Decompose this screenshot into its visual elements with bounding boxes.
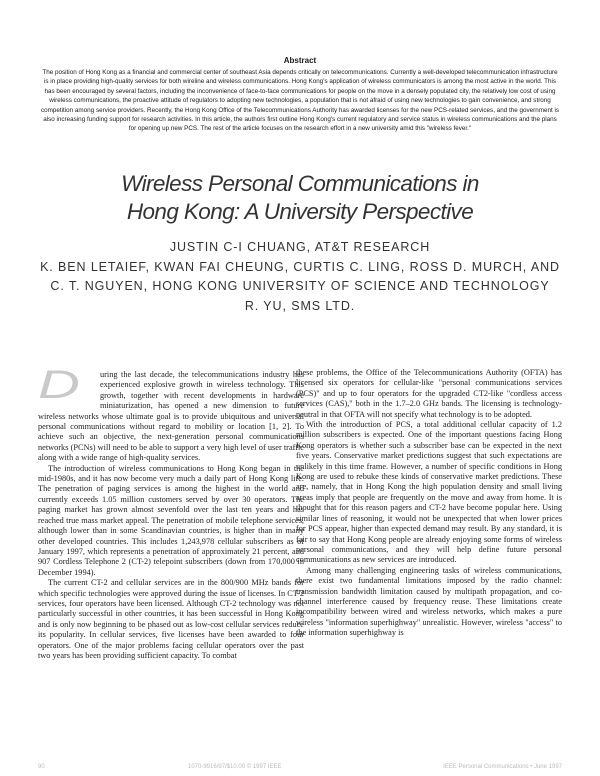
drop-cap-letter: D	[38, 370, 80, 402]
footer-journal: IEEE Personal Communications • June 1997	[443, 764, 562, 770]
author-list	[0, 238, 600, 316]
body-column-left	[38, 370, 304, 770]
abstract-heading: Abstract	[283, 56, 317, 65]
paragraph: these problems, the Office of the Telecommunications Authority (OFTA) has licensed six operators for cellular-like "personal communications services (PCS)" and up to four operators for the upgraded CT2-like "cordless access services (CAS)," both in the 1.7–2.0 GHz bands. The licensing is technology-neutral in that OFTA will not specify what technology is to be adopted.	[296, 368, 562, 419]
drop-cap	[38, 370, 96, 402]
page-footer	[38, 764, 562, 774]
footer-copyright: 1070-9916/97/$10.00 © 1997 IEEE	[188, 764, 282, 770]
author-line-4: R. YU, SMS LTD.	[244, 298, 356, 313]
title-line-2: Hong Kong: A University Perspective	[126, 199, 474, 224]
article-title	[0, 170, 600, 226]
paragraph: The introduction of wireless communications to Hong Kong began in the mid-1980s, and it has now become very much a daily part of Hong Kong life. The penetration of paging services is among the highest in the world and currently exceeds 1.05 million customers served by over 30 operators. The paging market has grown almost sevenfold over the last ten years and has reached true mass market appeal. The penetration of mobile telephone services, although lower than in some Scandinavian countries, is higher than in many other developed countries. This includes 1,243,978 cellular subscribers as of January 1997, which represents a penetration of approximately 21 percent, and 907 Cordless Telephone 2 (CT-2) telepoint subscribers (down from 170,000 in December 1994).	[38, 463, 304, 577]
author-line-2: K. BEN LETAIEF, KWAN FAI CHEUNG, CURTIS C. LING, ROSS D. MURCH, AND	[40, 259, 560, 274]
paragraph: Among many challenging engineering tasks of wireless communications, there exist two fundamental limitations imposed by the radio channel: transmission bandwidth limitation caused by multipath propagation, and co-channel interference caused by frequency reuse. These limitations create incompatibility between wired and wireless networks, which makes a pure wireless "information superhighway" unrealistic. However, wireless "access" to the information superhighway is	[296, 565, 562, 638]
paragraph: The current CT-2 and cellular services are in the 800/900 MHz bands for which specific technologies were approved during the issue of licenses. In CT-2 services, four operators have been licensed. Although CT-2 technology was not particularly successful in other countries, it has been successful in Hong Kong and is only now beginning to be phased out as low-cost cellular services reduce its popularity. In cellular services, five licenses have been awarded to four operators. One of the major problems facing cellular operators over the past two years has been providing sufficient capacity. To combat	[38, 578, 304, 660]
author-line-3: C. T. NGUYEN, HONG KONG UNIVERSITY OF SCIENCE AND TECHNOLOGY	[50, 279, 550, 293]
page-number: 90	[38, 764, 45, 770]
paragraph: uring the last decade, the telecommunications industry has experienced explosive growth in wireless technology. This growth, together with recent developments in hardware miniaturization, has opened a new dimension to future wireless networks whose ultimate goal is to provide ubiquitous and universal personal communications without regard to mobility or location [1, 2]. To achieve such an objective, the next-generation personal communications networks (PCNs) will need to be able to support a very high level of user traffic along with a wide range of high-quality services.	[38, 370, 304, 463]
paragraph: With the introduction of PCS, a total additional cellular capacity of 1.2 million subscribers is expected. One of the important questions facing Hong Kong operators is whether such a subscriber base can be expected in the next five years. Conservative market predictions suggest that such expectations are unlikely in this time frame. However, a number of specific conditions in Hong Kong are used to rebuke these kinds of conservative market predictions. These are, namely, that in Hong Kong the high population density and small living areas imply that people are frequently on the move and away from home. It is thought that for this reason pagers and CT-2 have become popular here. Using similar lines of reasoning, it would not be unexpected that when lower prices for PCS appear, higher than expected demand may result. By any standard, it is fair to say that Hong Kong people are already enjoying some forms of wireless personal communications, and they will help define future personal communications as new services are introduced.	[296, 420, 562, 565]
abstract-text: The position of Hong Kong as a financial and commercial center of southeast Asia depends critically on telecommunications. Currently a well-developed telecommunication infrastructure is in place providing high-quality services for both wireline and wireless communications. Hong Kong's application of wireless communicators is among the most active in the world. This has been encouraged by several factors, including the inconvenience of face-to-face communications for people on the move in a densely populated city, the relatively low cost of using wireless communications, the proactive attitude of regulators to adopting new technologies, a population that is not afraid of using new technologies to gain convenience, and strong competition among service providers. Recently, the Hong Kong Office of the Telecommunications Authority has awarded licenses for the new PCS-related services, and the government is also increasing funding support for research activities. In this article, the authors first outline Hong Kong's current regulatory and service status in wireless communications and the plans for opening up new PCS. The rest of the article focuses on the research effort in a new university amid this "wireless fever."	[40, 69, 559, 133]
body-column-right	[296, 368, 562, 768]
author-line-1: JUSTIN C-I CHUANG, AT&T RESEARCH	[169, 240, 431, 254]
title-line-1: Wireless Personal Communications in	[121, 171, 479, 196]
